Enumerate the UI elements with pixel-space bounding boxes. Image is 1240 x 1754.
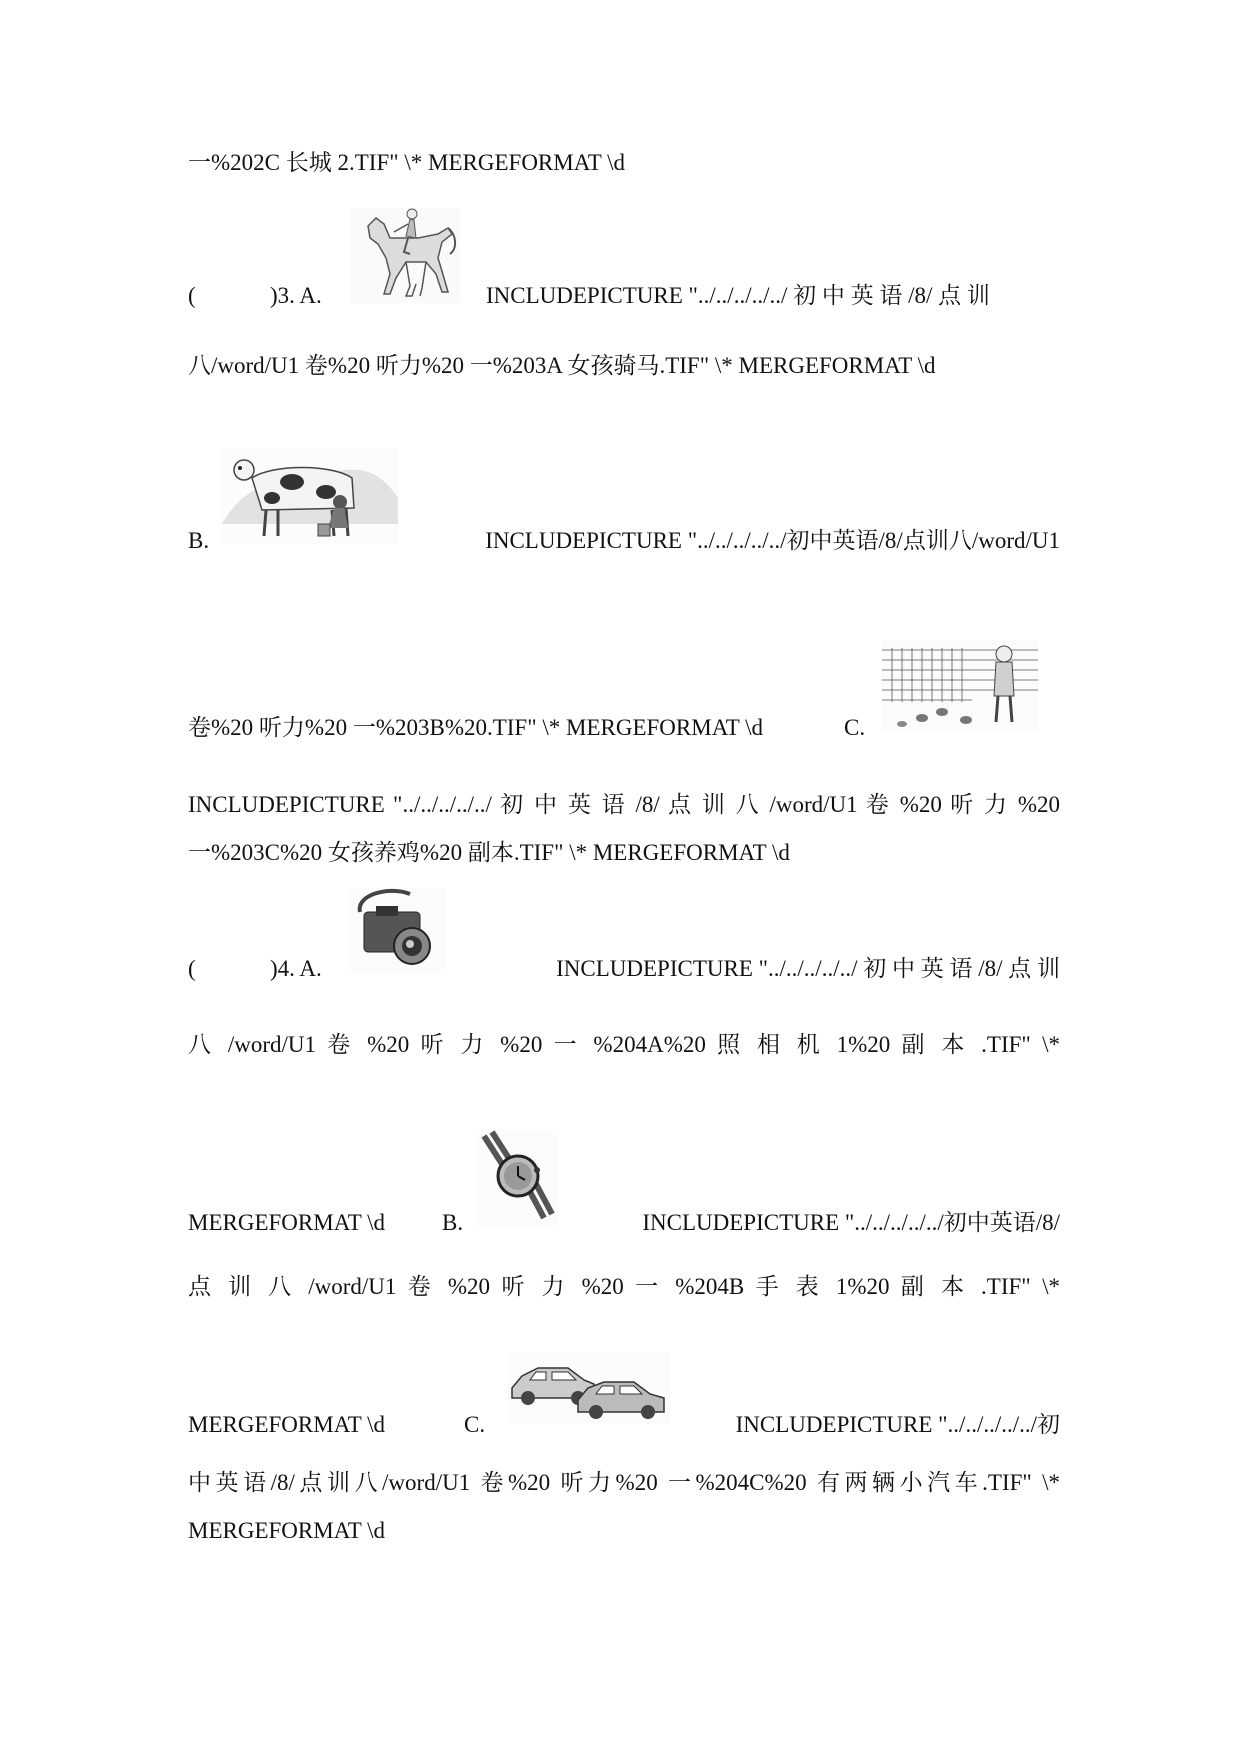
text-line-10 [188,1208,1060,1238]
text-content: 一%203C%20 女孩养鸡%20 副本.TIF" \* MERGEFORMAT \d [188,840,790,865]
question-4-a-field-code: INCLUDEPICTURE "../../../../../ 初 中 英 语 /8/ 点 训 [556,956,1060,981]
question-3-number: )3. A. [270,283,322,308]
text-line-11 [188,1272,1060,1302]
text-content: INCLUDEPICTURE "../../../../../ 初 中 英 语 /8/ 点 训 八 /word/U1 卷 %20 听 力 %20 [188,792,1060,817]
text-content: 卷%20 听力%20 一%203B%20.TIF" \* MERGEFORMAT \d [188,715,764,740]
question-3-a-field-code: INCLUDEPICTURE "../../../../../ 初 中 英 语 /8/ 点 训 [486,283,990,308]
text-line-12 [188,1410,1060,1440]
text-content: MERGEFORMAT \d [188,1210,386,1235]
answer-paren-open: ( [188,956,196,981]
text-content: MERGEFORMAT \d [188,1518,386,1543]
text-line-3 [188,351,1060,381]
option-b-field-code: INCLUDEPICTURE "../../../../../初中英语/8/ [642,1210,1060,1235]
option-b-label: B. [442,1210,464,1235]
text-content: 中英语/8/点训八/word/U1 卷%20 听力%20 一%204C%20 有两辆小汽车.TIF" \* [188,1470,1060,1495]
option-c-label: C. [844,715,866,740]
text-line-14 [188,1516,1060,1546]
question-3-line [188,281,1060,311]
option-c-label: C. [464,1412,486,1437]
text-line-7 [188,838,1060,868]
option-b-label: B. [188,528,210,553]
text-content: 点 训 八 /word/U1 卷 %20 听 力 %20 一 %204B 手 表 1%20 副 本 .TIF" \* [188,1274,1060,1299]
text-content: 八 /word/U1 卷 %20 听 力 %20 一 %204A%20 照 相 机 1%20 副 本 .TIF" \* [188,1032,1060,1057]
text-line-9 [188,1030,1060,1060]
option-b-field-code: INCLUDEPICTURE "../../../../../初中英语/8/点训八/word/U1 [485,528,1060,553]
text-line-6 [188,790,1060,820]
text-line-5 [188,713,1060,743]
option-c-field-code: INCLUDEPICTURE "../../../../../初 [735,1412,1060,1437]
text-content: 八/word/U1 卷%20 听力%20 一%203A 女孩骑马.TIF" \* MERGEFORMAT \d [188,353,936,378]
text-line-13 [188,1468,1060,1498]
text-content: MERGEFORMAT \d [188,1412,386,1437]
text-content: 一%202C 长城 2.TIF" \* MERGEFORMAT \d [188,150,626,175]
text-line-1 [188,148,1060,178]
answer-paren-open: ( [188,283,196,308]
question-4-number: )4. A. [270,956,322,981]
question-4-line [188,954,1060,984]
option-b-line [188,526,1060,556]
